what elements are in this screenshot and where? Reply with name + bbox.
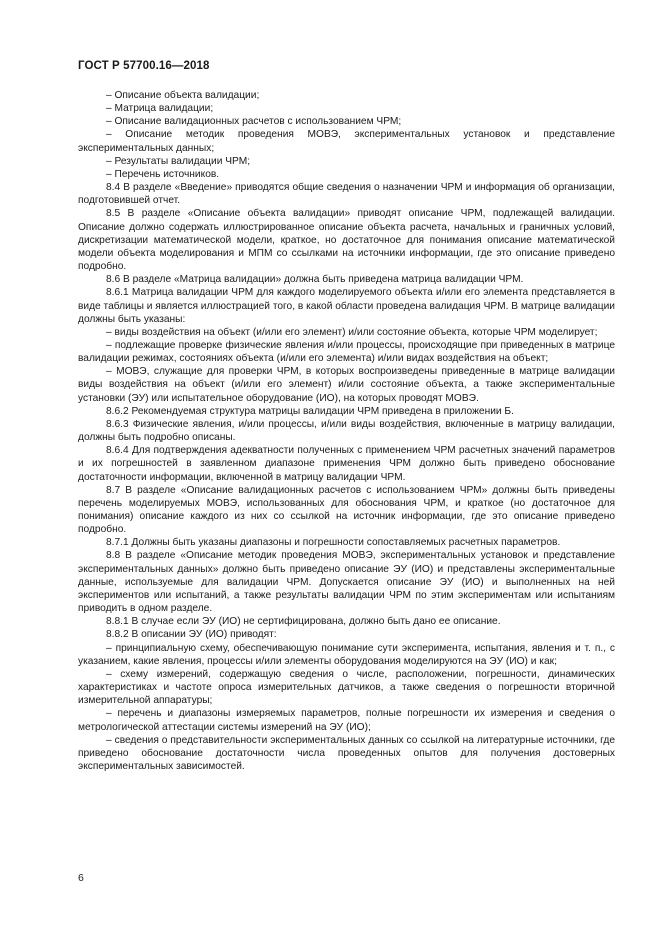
clause-8-8-1: 8.8.1 В случае если ЭУ (ИО) не сертифицирована, должно быть дано ее описание. bbox=[106, 616, 501, 628]
list-item: – схему измерений, содержащую сведения о числе, расположении, погрешности, динамических характеристиках и частоте опроса измерительных датчиков, а также сведения о погрешности вторичной измерительной аппаратуры; bbox=[78, 668, 615, 707]
clause-8-7: 8.7 В разделе «Описание валидационных расчетов с использованием ЧРМ» должны быть приведены перечень моделируемых МОВЭ, использованных для обоснования ЧРМ, и краткое (но достаточное для понимания) описание каждого из них со ссылкой на источник информации, где это описание приведено подробно. bbox=[78, 484, 615, 536]
page-number: 6 bbox=[78, 872, 84, 884]
list-item: – Описание методик проведения МОВЭ, экспериментальных установок и представление экспериментальных данных; bbox=[78, 129, 615, 154]
clause-8-8-2: 8.8.2 В описании ЭУ (ИО) приводят: bbox=[106, 629, 277, 641]
list-item: – подлежащие проверке физические явления и/или процессы, происходящие при приведенных в матрице валидации режимах, состояниях объекта (и/или его элемента) и/или видах воздействия на объект; bbox=[78, 339, 615, 365]
list-item: – Описание объекта валидации; bbox=[106, 90, 260, 101]
clause-8-6: 8.6 В разделе «Матрица валидации» должна быть приведена матрица валидации ЧРМ. bbox=[106, 274, 524, 286]
list-item: – Результаты валидации ЧРМ; bbox=[106, 155, 251, 167]
clause-8-6-1: 8.6.1 Матрица валидации ЧРМ для каждого моделируемого объекта и/или его элемента представляется в виде таблицы и является иллюстрацией того, в какой области проведена валидация ЧРМ. В матрице валидации должны быть указаны: bbox=[78, 287, 615, 325]
list-item: – перечень и диапазоны измеряемых параметров, полные погрешности их измерения и сведения о метрологической аттестации системы измерений на ЭУ (ИО); bbox=[78, 708, 615, 733]
list-item: – виды воздействия на объект (и/или его элемент) и/или состояние объекта, которые ЧРМ моделирует; bbox=[106, 326, 598, 338]
clause-8-7-1: 8.7.1 Должны быть указаны диапазоны и погрешности сопоставляемых расчетных параметров. bbox=[106, 537, 561, 549]
clause-8-6-3: 8.6.3 Физические явления, и/или процессы, и/или виды воздействия, включенные в матрицу валидации, должны быть подробно описаны. bbox=[78, 418, 615, 444]
list-item: – Описание валидационных расчетов с использованием ЧРМ; bbox=[106, 116, 402, 128]
list-item: – Матрица валидации; bbox=[106, 103, 214, 115]
document-header: ГОСТ Р 57700.16—2018 bbox=[78, 60, 210, 72]
list-item: – сведения о представительности экспериментальных данных со ссылкой на литературные источники, где приведено обоснование достаточности числа проведенных опытов для получения достоверных экспериментальных зависимостей. bbox=[78, 734, 615, 772]
list-item: – Перечень источников. bbox=[106, 168, 220, 180]
clause-8-6-4: 8.6.4 Для подтверждения адекватности полученных с применением ЧРМ расчетных значений параметров и их погрешностей в заявленном диапазоне применения ЧРМ должно быть приведено обоснование достаточности информации, включенной в матрицу валидации ЧРМ. bbox=[78, 445, 615, 483]
list-item: – принципиальную схему, обеспечивающую понимание сути эксперимента, испытания, явления и т. п., с указанием, какие явления, процессы и/или элементы оборудования моделируются на ЭУ (ИО) и как; bbox=[78, 642, 615, 667]
document-body bbox=[78, 89, 615, 773]
list-item: – МОВЭ, служащие для проверки ЧРМ, в которых воспроизведены приведенные в матрице валидации виды воздействия на объект (и/или его элемент) и/или состояние объекта, а также экспериментальные установки (ЭУ) или испытательное оборудование (ИО), на которых проводят МОВЭ. bbox=[78, 366, 615, 404]
clause-8-6-2: 8.6.2 Рекомендуемая структура матрицы валидации ЧРМ приведена в приложении Б. bbox=[106, 405, 514, 417]
clause-8-8: 8.8 В разделе «Описание методик проведения МОВЭ, экспериментальных установок и представление экспериментальных данных» должно быть приведено описание ЭУ (ИО) и представлены экспериментальные данные, используемые для валидации ЧРМ. Допускается описание ЭУ (ИО) и выполненных на ней экспериментов или испытаний, а также результаты валидации ЧРМ по этим экспериментам или испытаниям приводить в одном разделе. bbox=[78, 550, 615, 615]
clause-8-5: 8.5 В разделе «Описание объекта валидации» приводят описание ЧРМ, подлежащей валидации. Описание должно содержать иллюстрированное описание объекта расчета, начальных и граничных условий, дискретизации математической модели, краткое, но достаточное для понимания описание математической модели объекта моделирования и МПМ со ссылками на источники информации, где это описание приведено подробно. bbox=[78, 208, 615, 273]
clause-8-4: 8.4 В разделе «Введение» приводятся общие сведения о назначении ЧРМ и информация об организации, подготовившей отчет. bbox=[78, 182, 615, 207]
